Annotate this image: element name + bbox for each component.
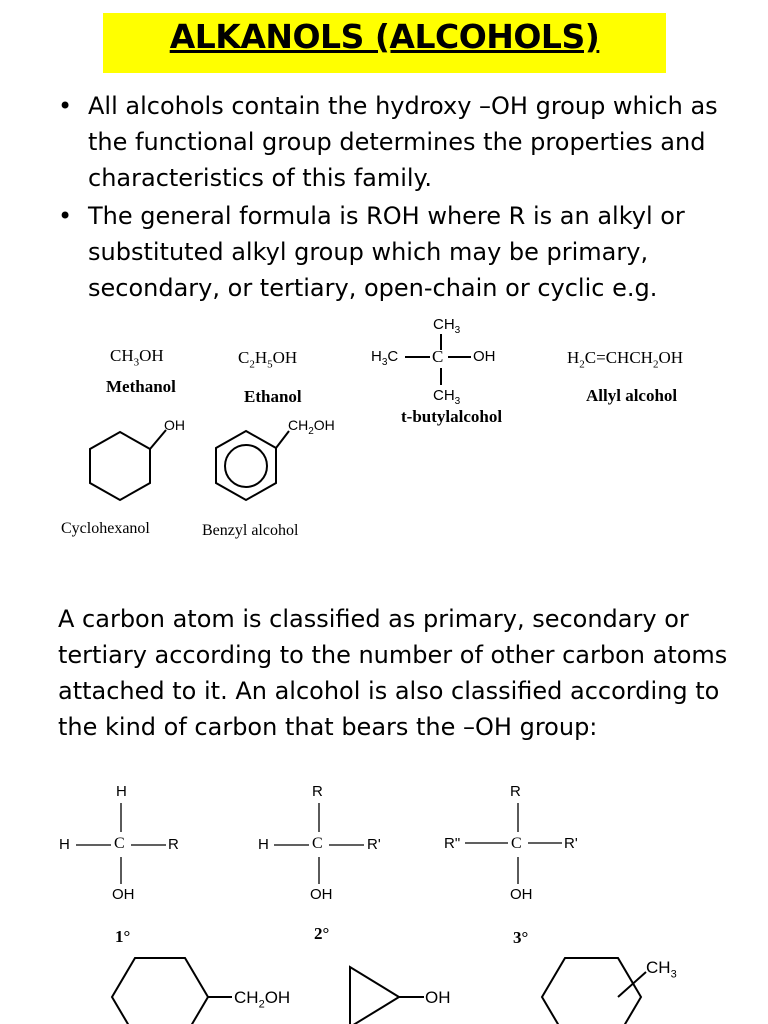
methanol-formula: $CH_3OH$: [110, 346, 164, 369]
ethanol-name: Ethanol: [244, 387, 302, 406]
class1-center: C: [114, 835, 125, 852]
cyclohexanol-bond: [150, 430, 166, 449]
class1-left: H: [59, 836, 70, 853]
ethanol-formula: $C_2H_5OH$: [238, 348, 298, 371]
bottom1-ring: [112, 958, 208, 1024]
class2-left: H: [258, 836, 269, 853]
page-title: ALKANOLS (ALCOHOLS): [169, 17, 600, 56]
class3-left: R": [444, 835, 461, 852]
classification-paragraph: A carbon atom is classified as primary, secondary or tertiary according to the number of other carbon atoms attached to it. An alcohol is also classified according to the kind of carbon that bears the –OH group:: [58, 605, 728, 741]
class1-top: H: [116, 783, 127, 800]
bottom3-bond: [618, 972, 646, 997]
benzyl-bond: [276, 431, 289, 448]
tbutyl-center: C: [432, 347, 444, 366]
bottom3-ch3: $CH_3$: [646, 958, 677, 981]
allyl-formula: $H_2C=CHCH_2OH$: [567, 348, 684, 371]
tbutyl-left: $H_3C$: [371, 348, 399, 368]
bullet-text: All alcohols contain the hydroxy –OH group which as the functional group determines the properties and characteristics of this family.: [88, 92, 718, 192]
tbutyl-right: OH: [473, 348, 496, 365]
tbutyl-top: $CH_3$: [433, 316, 461, 336]
class3-right: R': [564, 835, 578, 852]
tbutyl-name: t-butylalcohol: [401, 407, 503, 426]
methanol-name: Methanol: [106, 377, 176, 396]
bottom1-ch2oh: $CH_2OH$: [234, 988, 291, 1011]
class2-degree: 2°: [314, 924, 330, 943]
benzyl-aromatic-circle: [225, 445, 267, 487]
class1-degree: 1°: [115, 927, 131, 946]
class2-top: R: [312, 783, 323, 800]
class1-right: R: [168, 836, 179, 853]
benzyl-ch2oh: $CH_2OH$: [288, 417, 335, 437]
cyclohexanol-name: Cyclohexanol: [61, 520, 150, 537]
cyclohexanol-oh: OH: [164, 417, 185, 433]
class3-top: R: [510, 783, 521, 800]
class2-bottom: OH: [310, 886, 333, 903]
bullet-marker: •: [58, 202, 73, 230]
bullet-marker: •: [58, 92, 73, 120]
bottom2-oh: OH: [425, 988, 451, 1007]
class3-degree: 3°: [513, 928, 529, 947]
bullet-text: The general formula is ROH where R is an alkyl or substituted alkyl group which may be primary, secondary, or tertiary, open-chain or cyclic e.g.: [88, 202, 685, 302]
benzyl-name: Benzyl alcohol: [202, 522, 299, 539]
allyl-name: Allyl alcohol: [586, 386, 678, 405]
class2-center: C: [312, 835, 323, 852]
bottom2-ring: [350, 967, 399, 1024]
cyclohexanol-ring: [90, 432, 150, 500]
class3-center: C: [511, 835, 522, 852]
tbutyl-bottom: $CH_3$: [433, 387, 461, 407]
class1-bottom: OH: [112, 886, 135, 903]
class2-right: R': [367, 836, 381, 853]
class3-bottom: OH: [510, 886, 533, 903]
